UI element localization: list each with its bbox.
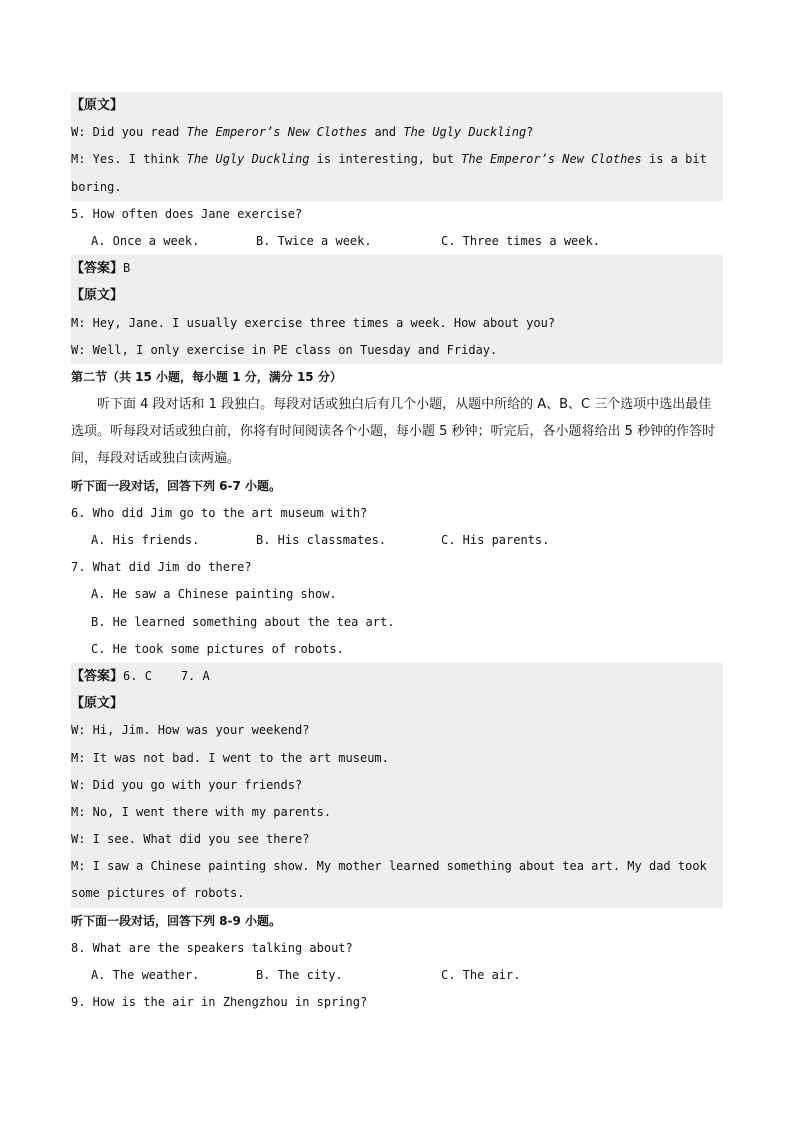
book-title: The Emperor’s New Clothes (186, 125, 368, 140)
option-b: B. Twice a week. (256, 233, 372, 248)
transcript-line: W: Hi, Jim. How was your weekend? (71, 717, 723, 744)
option-b: B. His classmates. (256, 533, 387, 548)
transcript-line: W: I see. What did you see there? (71, 826, 723, 853)
transcript-line: M: No, I went there with my parents. (71, 799, 723, 826)
answer-line (71, 663, 723, 690)
section-instructions: 听下面 4 段对话和 1 段独白。每段对话或独白后有几个小题，从题中所给的 A、B、C 三个选项中选出最佳选项。听每段对话或独白前，你将有时间阅读各个小题，每小题 5 秒钟；听完后，各小题将给出 5 秒钟的作答时间，每段对话或独白读两遍。 (71, 397, 716, 467)
option-b: B. The city. (256, 968, 343, 983)
option-c: C. The air. (441, 968, 521, 983)
option-c: C. He took some pictures of robots. (91, 641, 344, 656)
book-title: The Ugly Duckling (186, 152, 310, 167)
transcript-line: boring. (71, 174, 723, 201)
dialogue-text: and (367, 125, 404, 140)
answer-value: B (123, 261, 131, 276)
group-intro: 听下面一段对话，回答下列 8-9 小题。 (71, 913, 282, 928)
group-intro: 听下面一段对话，回答下列 6-7 小题。 (71, 478, 282, 493)
option-c: C. Three times a week. (441, 233, 600, 248)
option-a: A. He saw a Chinese painting show. (91, 587, 337, 602)
options-row (71, 527, 723, 554)
transcript-line: M: I saw a Chinese painting show. My mother learned something about tea art. My dad took (71, 853, 723, 880)
transcript-line (71, 146, 723, 173)
answer-tag: 【答案】 (71, 261, 124, 277)
question-6: 6. Who did Jim go to the art museum with? (71, 505, 368, 520)
option-a: A. His friends. (91, 533, 200, 548)
dialogue-text: is interesting, but (309, 152, 462, 167)
transcript-line: M: Hey, Jane. I usually exercise three times a week. How about you? (71, 310, 723, 337)
answer-value: 6. C 7. A (123, 668, 210, 683)
dialogue-text: ? (526, 125, 534, 140)
transcript-line (71, 119, 723, 146)
transcript-line: some pictures of robots. (71, 880, 723, 907)
answer-tag: 【答案】 (71, 668, 124, 684)
option-a: A. Once a week. (91, 233, 200, 248)
option-c: C. His parents. (441, 533, 550, 548)
dialogue-text: W: Did you read (71, 125, 187, 140)
options-row (71, 962, 723, 989)
document-page (71, 92, 723, 1016)
transcript-tag: 【原文】 (71, 690, 723, 717)
transcript-line: M: It was not bad. I went to the art museum. (71, 745, 723, 772)
option-a: A. The weather. (91, 968, 200, 983)
book-title: The Emperor’s New Clothes (461, 152, 642, 167)
question-8: 8. What are the speakers talking about? (71, 940, 353, 955)
transcript-line: W: Did you go with your friends? (71, 772, 723, 799)
options-row (71, 228, 723, 255)
transcript-line: W: Well, I only exercise in PE class on Tuesday and Friday. (71, 337, 723, 364)
answer-line (71, 255, 723, 282)
dialogue-text: M: Yes. I think (71, 152, 187, 167)
option-b: B. He learned something about the tea art. (91, 614, 395, 629)
transcript-tag: 【原文】 (71, 282, 723, 309)
question-9: 9. How is the air in Zhengzhou in spring? (71, 995, 368, 1010)
question-5: 5. How often does Jane exercise? (71, 206, 303, 221)
question-7: 7. What did Jim do there? (71, 560, 252, 575)
section-heading: 第二节（共 15 小题，每小题 1 分，满分 15 分） (71, 369, 342, 384)
transcript-tag: 【原文】 (71, 92, 723, 119)
book-title: The Ugly Duckling (403, 125, 527, 140)
dialogue-text: is a bit (641, 152, 707, 167)
